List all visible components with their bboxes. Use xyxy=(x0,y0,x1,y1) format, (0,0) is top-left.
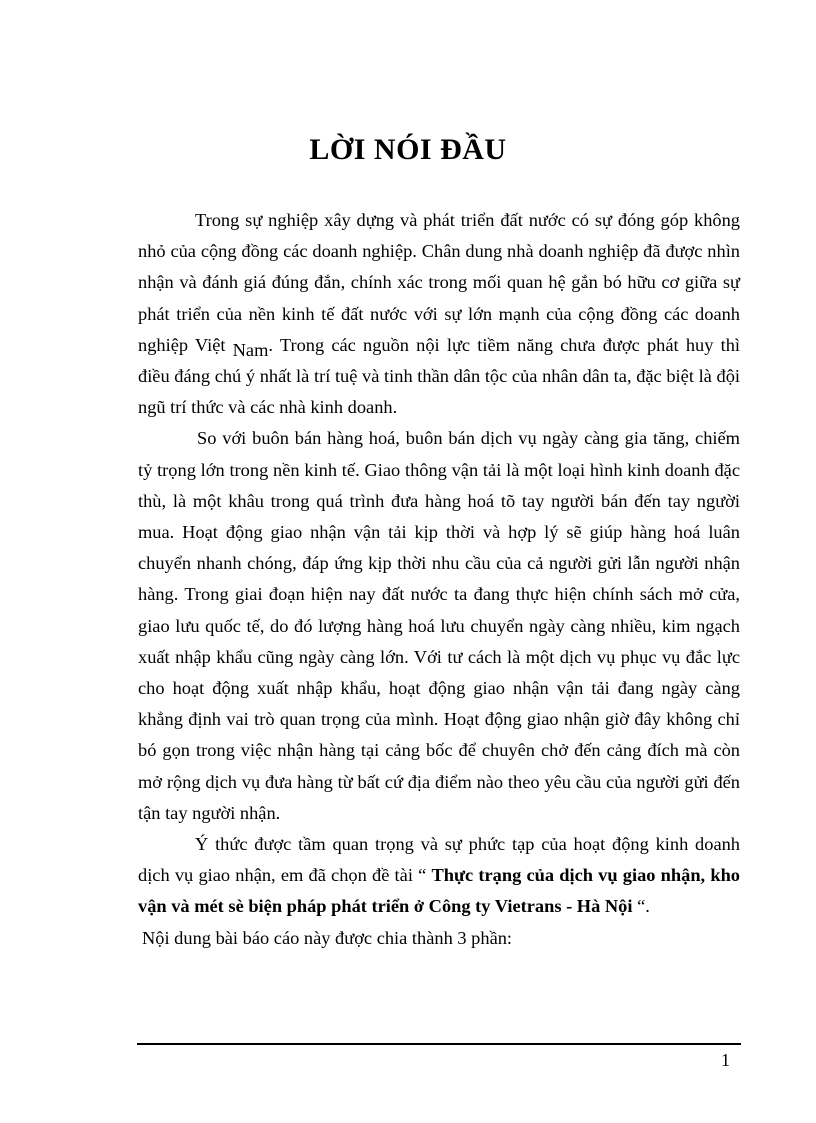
document-body xyxy=(138,205,740,954)
paragraph-topic xyxy=(138,829,740,923)
paragraph-topic-text-end: “. xyxy=(632,896,650,917)
topic-title-bold: Thực trạng của dịch vụ giao nhận, kho vận và mét sè biện pháp phát triển ở Công ty Vietrans - Hà Nội xyxy=(138,865,741,917)
paragraph-intro-text: Trong sự nghiệp xây dựng và phát triển đất nước có sự đóng góp không nhỏ của cộng đồng các doanh nghiệp. Chân dung nhà doanh nghiệp đã được nhìn nhận và đánh giá đúng đắn, chính xác trong mối quan hệ gắn bó hữu cơ giữa sự phát triển của nền kinh tế đất nước với sự lớn mạnh của cộng đồng các doanh nghiệp Việt xyxy=(138,210,740,355)
paragraph-intro xyxy=(138,205,740,423)
paragraph-structure: Nội dung bài báo cáo này được chia thành 3 phần: xyxy=(142,927,513,948)
paragraph-intro-lowered-word: Nam xyxy=(232,339,269,360)
paragraph-topic-text: Ý thức được tầm quan trọng và sự phức tạp của hoạt động kinh doanh dịch vụ giao nhận, em đã chọn đề tài “ xyxy=(138,834,740,886)
paragraph-services: So với buôn bán hàng hoá, buôn bán dịch vụ ngày càng gia tăng, chiếm tỷ trọng lớn trong nền kinh tế. Giao thông vận tải là một loại hình kinh doanh đặc thù, là một khâu trong quá trình đưa hàng hoá tõ tay người bán đến tay người mua. Hoạt động giao nhận vận tải kịp thời và hợp lý sẽ giúp hàng hoá luân chuyển nhanh chóng, đáp ứng kịp thời nhu cầu của cả người gửi lẫn người nhận hàng. Trong giai đoạn hiện nay đất nước ta đang thực hiện chính sách mở cửa, giao lưu quốc tế, do đó lượng hàng hoá lưu chuyển ngày càng nhiều, kim ngạch xuất nhập khẩu cũng ngày càng lớn. Với tư cách là một dịch vụ phục vụ đắc lực cho hoạt động xuất nhập khẩu, hoạt động giao nhận vận tải đang ngày càng khẳng định vai trò quan trọng của mình. Hoạt động giao nhận giờ đây không chỉ bó gọn trong việc nhận hàng tại cảng bốc để chuyên chở đến cảng đích mà còn mở rộng dịch vụ đưa hàng từ bất cứ địa điểm nào theo yêu cầu của người gửi đến tận tay người nhận. xyxy=(138,428,740,823)
page-title: LỜI NÓI ĐẦU xyxy=(309,133,507,166)
page-number: 1 xyxy=(721,1050,730,1070)
footer-divider xyxy=(137,1043,741,1045)
paragraph-intro-text-end: . Trong các nguồn nội lực tiềm năng chưa được phát huy thì điều đáng chú ý nhất là trí tuệ và tinh thần dân tộc của nhân dân ta, đặc biệt là đội ngũ trí thức và các nhà kinh doanh. xyxy=(138,334,740,418)
